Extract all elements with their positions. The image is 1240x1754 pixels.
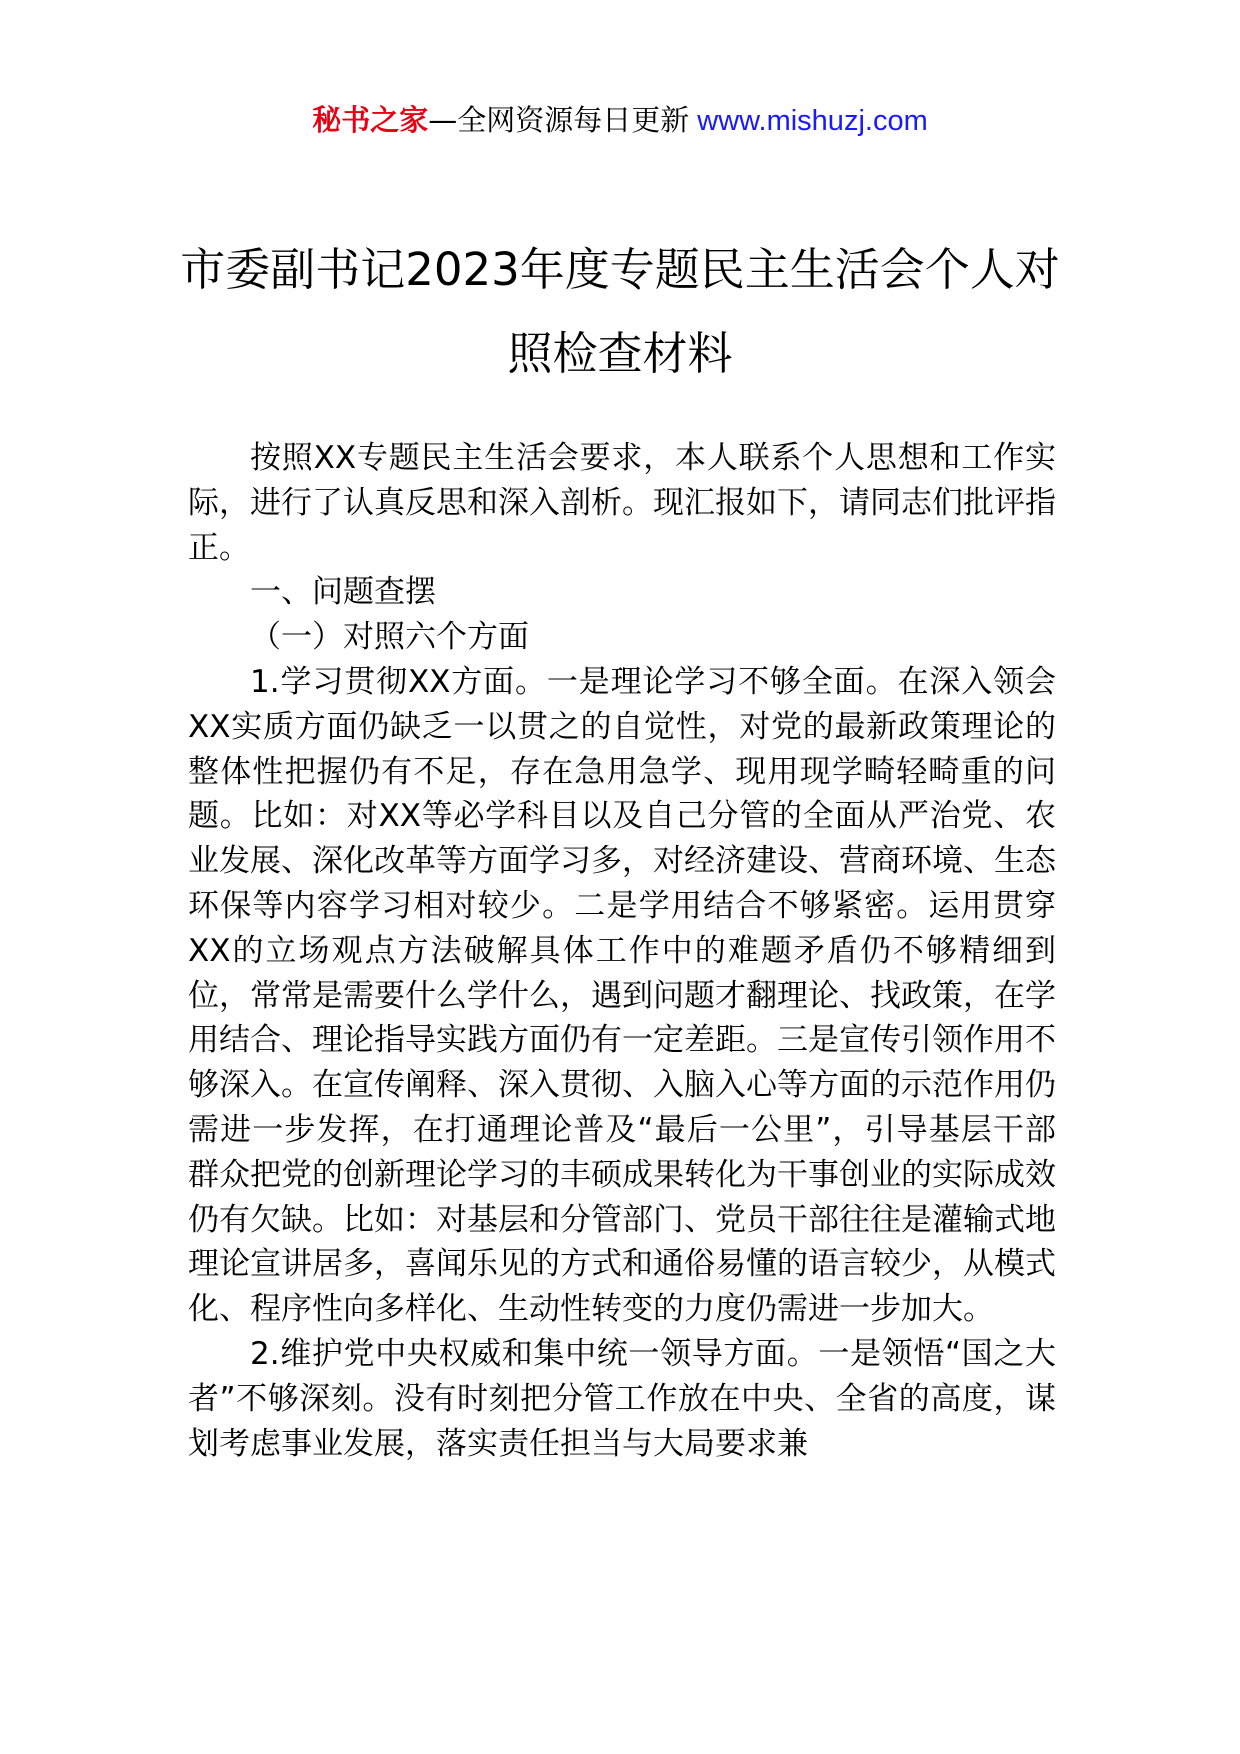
site-tagline: —全网资源每日更新: [428, 103, 690, 137]
document-title: 市委副书记2023年度专题民主生活会个人对照检查材料: [180, 243, 1060, 380]
brand-name: 秘书之家: [312, 103, 429, 137]
site-header: [0, 100, 1240, 141]
body-paragraph: 2.维护党中央权威和集中统一领导方面。一是领悟“国之大者”不够深刻。没有时刻把分管工作放在中央、全省的高度，谋划考虑事业发展，落实责任担当与大局要求兼: [188, 1335, 1056, 1462]
document-body: [188, 436, 1056, 1466]
subsection-heading: （一）对照六个方面: [250, 619, 529, 656]
section-heading: 一、问题查摆: [250, 574, 436, 611]
intro-paragraph: 按照XX专题民主生活会要求，本人联系个人思想和工作实际，进行了认真反思和深入剖析。现汇报如下，请同志们批评指正。: [188, 440, 1056, 566]
site-url-link[interactable]: www.mishuzj.com: [697, 105, 928, 137]
body-paragraph: 1.学习贯彻XX方面。一是理论学习不够全面。在深入领会XX实质方面仍缺乏一以贯之的自觉性，对党的最新政策理论的整体性把握仍有不足，存在急用急学、现用现学畸轻畸重的问题。比如：对XX等必学科目以及自己分管的全面从严治党、农业发展、深化改革等方面学习多，对经济建设、营商环境、生态环保等内容学习相对较少。二是学用结合不够紧密。运用贯穿XX的立场观点方法破解具体工作中的难题矛盾仍不够精细到位，常常是需要什么学什么，遇到问题才翻理论、找政策，在学用结合、理论指导实践方面仍有一定差距。三是宣传引领作用不够深入。在宣传阐释、深入贯彻、入脑入心等方面的示范作用仍需进一步发挥，在打通理论普及“最后一公里”，引导基层干部群众把党的创新理论学习的丰硕成果转化为干事创业的实际成效仍有欠缺。比如：对基层和分管部门、党员干部往往是灌输式地理论宣讲居多，喜闻乐见的方式和通俗易懂的语言较少，从模式化、程序性向多样化、生动性转变的力度仍需进一步加大。: [188, 663, 1056, 1328]
